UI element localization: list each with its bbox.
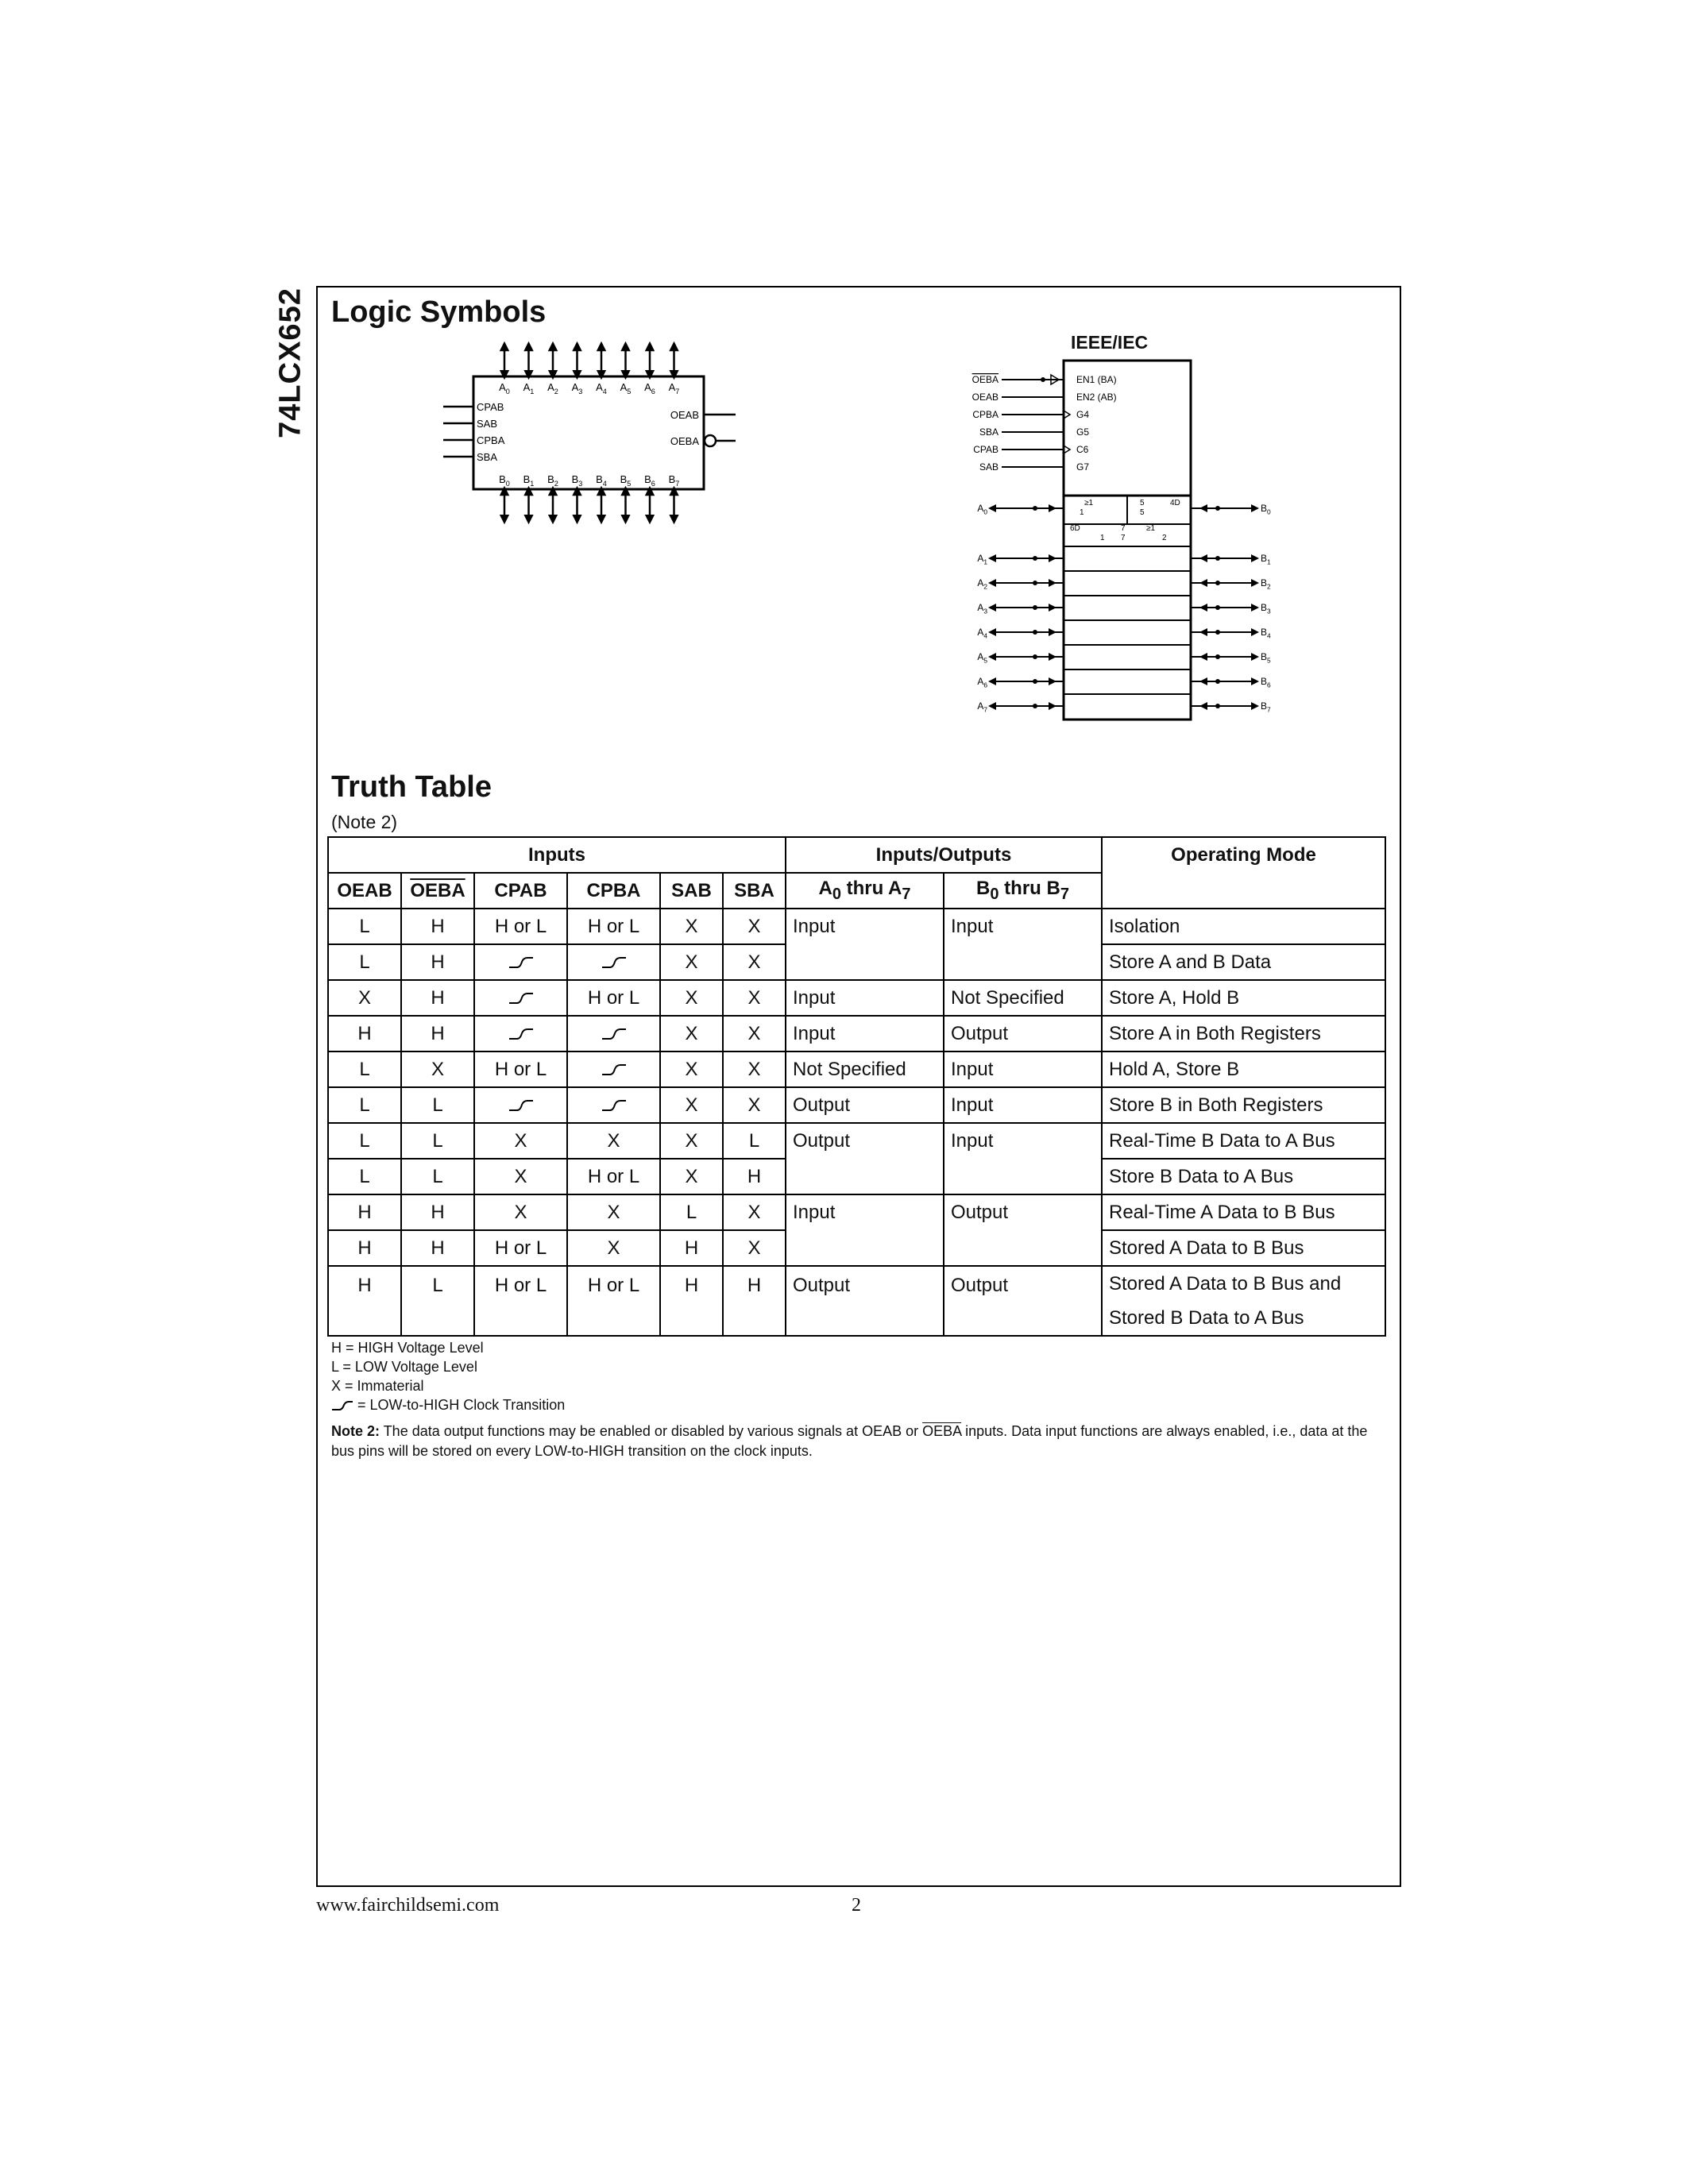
table-cell: Not Specified [786, 1051, 944, 1087]
clock-edge-icon [508, 992, 534, 1005]
clock-edge-icon [508, 956, 534, 969]
page-number: 2 [852, 1895, 861, 1916]
table-cell: X [660, 1051, 723, 1087]
clock-edge-icon [508, 1028, 534, 1040]
table-cell [786, 1159, 944, 1194]
table-cell: H [660, 1266, 723, 1336]
ieee-control-function-label: G7 [1076, 461, 1090, 473]
table-cell: H or L [567, 980, 660, 1016]
clock-edge-icon [508, 1099, 534, 1112]
col-a-bus: $A_0$ thru $A_7$ [786, 873, 944, 909]
ieee-b-pin-label: $B_0$ [1261, 503, 1271, 516]
junction-dot [1215, 630, 1220, 635]
table-row [328, 1159, 1385, 1194]
table-cell: L [328, 1087, 401, 1123]
junction-dot [1215, 581, 1220, 585]
clock-edge-icon [601, 1099, 627, 1112]
ieee-b-pin-label: $B_1$ [1261, 553, 1271, 566]
clock-edge-icon [601, 956, 627, 969]
table-cell: Output [786, 1123, 944, 1159]
ieee-control-function-label: G4 [1076, 409, 1090, 420]
table-cell: X [567, 1194, 660, 1230]
table-cell: Output [786, 1266, 944, 1336]
ieee-a-pin-label: $A_3$ [977, 602, 987, 615]
table-cell: H [660, 1230, 723, 1266]
junction-dot [1033, 506, 1037, 511]
table-cell: Input [786, 980, 944, 1016]
ieee-cell-label: ≥1 [1146, 524, 1156, 533]
table-row [328, 1230, 1385, 1266]
table-cell: L [401, 1266, 474, 1336]
junction-dot [1033, 654, 1037, 659]
table-cell: X [723, 1230, 786, 1266]
left-pin-label: CPBA [477, 434, 505, 446]
table-cell [474, 1087, 567, 1123]
legend-item: X = Immaterial [331, 1378, 424, 1394]
table-cell: X [723, 1087, 786, 1123]
table-cell: H [328, 1194, 401, 1230]
table-cell: X [567, 1230, 660, 1266]
ieee-control-function-label: C6 [1076, 444, 1089, 455]
table-cell: Not Specified [944, 980, 1102, 1016]
ieee-cell-label: 7 [1121, 534, 1126, 542]
top-pin-label: $A_3$ [571, 381, 583, 396]
ieee-cell-label: 6D [1070, 524, 1080, 533]
table-cell: L [723, 1123, 786, 1159]
table-cell: Input [786, 1194, 944, 1230]
table-cell: L [401, 1159, 474, 1194]
table-cell: Input [944, 1051, 1102, 1087]
table-cell: L [328, 1159, 401, 1194]
table-cell: L [401, 1123, 474, 1159]
table-row [328, 1266, 1385, 1336]
junction-dot [1215, 704, 1220, 708]
col-cpab: CPAB [474, 873, 567, 909]
table-row [328, 1087, 1385, 1123]
junction-dot [1041, 377, 1045, 382]
table-cell: X [660, 980, 723, 1016]
ieee-control-input-label: OEBA [971, 374, 999, 385]
table-cell: X [723, 944, 786, 980]
table-cell [786, 944, 944, 980]
left-pin-label: SBA [477, 451, 498, 463]
table-cell: H or L [474, 909, 567, 944]
ieee-cell-label: 5 [1140, 508, 1145, 517]
table-cell [567, 1016, 660, 1051]
side-part-number [267, 287, 315, 438]
ieee-cell-label: 7 [1121, 524, 1126, 533]
legend-item: L = LOW Voltage Level [331, 1359, 477, 1375]
col-oeba: OEBA [401, 873, 474, 909]
table-cell: Input [786, 909, 944, 944]
junction-dot [1215, 605, 1220, 610]
bottom-pin-label: $B_1$ [523, 473, 535, 488]
right-pin-label: OEBA [670, 435, 699, 447]
ieee-a-pin-label: $A_4$ [977, 627, 987, 640]
table-cell: X [660, 909, 723, 944]
ieee-title: IEEE/IEC [1071, 332, 1149, 353]
table-cell: L [328, 909, 401, 944]
table-cell: X [328, 980, 401, 1016]
junction-dot [1033, 679, 1037, 684]
inversion-bubble-icon [705, 435, 716, 446]
col-sba: SBA [723, 873, 786, 909]
note-2 [331, 1422, 1380, 1461]
table-cell: L [328, 944, 401, 980]
table-cell: Input [944, 1087, 1102, 1123]
table-cell: L [328, 1123, 401, 1159]
truth-table-heading: Truth Table [331, 770, 492, 804]
table-cell: Output [944, 1266, 1102, 1336]
junction-dot [1215, 679, 1220, 684]
table-cell: X [401, 1051, 474, 1087]
table-cell [474, 980, 567, 1016]
ieee-control-input-label: SBA [979, 426, 999, 438]
table-row [328, 944, 1385, 980]
table-cell: Store A, Hold B [1102, 980, 1385, 1016]
table-cell: Store A and B Data [1102, 944, 1385, 980]
ieee-b-pin-label: $B_2$ [1261, 577, 1271, 591]
ieee-b-pin-label: $B_4$ [1261, 627, 1271, 640]
table-cell: H [723, 1159, 786, 1194]
header-operating-mode: Operating Mode [1102, 837, 1385, 909]
table-cell: Hold A, Store B [1102, 1051, 1385, 1087]
top-pin-label: $A_7$ [668, 381, 680, 396]
table-cell: X [723, 1194, 786, 1230]
ieee-cell-label: 1 [1080, 508, 1084, 517]
table-cell: X [723, 909, 786, 944]
ieee-cell-label: 5 [1140, 499, 1145, 507]
table-cell: Output [786, 1087, 944, 1123]
legend [331, 1338, 565, 1414]
col-sab: SAB [660, 873, 723, 909]
table-row [328, 980, 1385, 1016]
top-pin-label: $A_5$ [620, 381, 632, 396]
ieee-control-input-label: SAB [979, 461, 999, 473]
table-cell: Stored A Data to B Bus [1102, 1230, 1385, 1266]
table-cell [567, 1051, 660, 1087]
note-2-overline-term: OEBA [922, 1423, 962, 1439]
note-2-text-a: The data output functions may be enabled or disabled by various signals at OEAB or [380, 1423, 923, 1439]
clock-edge-icon [601, 1063, 627, 1076]
table-cell: H [401, 1194, 474, 1230]
table-cell: H or L [567, 1266, 660, 1336]
table-cell: X [474, 1194, 567, 1230]
ieee-a-pin-label: $A_2$ [977, 577, 987, 591]
bottom-pin-label: $B_4$ [596, 473, 607, 488]
table-cell: X [567, 1123, 660, 1159]
ieee-cell-label: 2 [1162, 534, 1167, 542]
table-cell [1102, 1266, 1385, 1336]
table-cell [786, 1230, 944, 1266]
table-cell: Input [786, 1016, 944, 1051]
table-cell: H [401, 944, 474, 980]
ieee-b-pin-label: $B_3$ [1261, 602, 1271, 615]
table-row [328, 1016, 1385, 1051]
table-cell: Isolation [1102, 909, 1385, 944]
junction-dot [1033, 581, 1037, 585]
ieee-cell-label: 4D [1170, 499, 1180, 507]
junction-dot [1033, 704, 1037, 708]
table-cell: X [723, 980, 786, 1016]
right-pin-label: OEAB [670, 409, 699, 421]
junction-dot [1215, 654, 1220, 659]
logic-symbols-heading: Logic Symbols [331, 295, 547, 329]
table-cell: H or L [567, 909, 660, 944]
clock-edge-icon [601, 1028, 627, 1040]
ieee-cell-label: 1 [1100, 534, 1105, 542]
table-cell [567, 944, 660, 980]
col-cpba: CPBA [567, 873, 660, 909]
table-cell [944, 944, 1102, 980]
bottom-pin-label: $B_7$ [668, 473, 680, 488]
ieee-control-input-label: OEAB [971, 392, 999, 403]
table-cell: X [660, 944, 723, 980]
table-row [328, 1051, 1385, 1087]
table-cell [944, 1230, 1102, 1266]
operating-mode-line: Stored B Data to A Bus [1109, 1307, 1304, 1329]
truth-table [327, 836, 1386, 1337]
table-cell: H [328, 1016, 401, 1051]
legend-item: H = HIGH Voltage Level [331, 1340, 484, 1356]
bottom-pin-label: $B_2$ [547, 473, 558, 488]
table-cell: Real-Time A Data to B Bus [1102, 1194, 1385, 1230]
table-row [328, 1194, 1385, 1230]
ieee-control-input-label: CPBA [972, 409, 999, 420]
ieee-control-function-label: EN2 (AB) [1076, 392, 1117, 403]
table-cell: H [328, 1230, 401, 1266]
table-row [328, 1123, 1385, 1159]
ieee-control-function-label: EN1 (BA) [1076, 374, 1117, 385]
ieee-a-pin-label: $A_7$ [977, 700, 987, 714]
table-cell: Output [944, 1194, 1102, 1230]
side-part-number-text: 74LCX652 [273, 287, 307, 438]
table-row [328, 909, 1385, 944]
top-pin-label: $A_6$ [644, 381, 655, 396]
table-cell: X [723, 1016, 786, 1051]
ieee-b-pin-label: $B_6$ [1261, 676, 1271, 689]
table-cell: H [328, 1266, 401, 1336]
table-cell: L [328, 1051, 401, 1087]
clock-edge-icon [331, 1400, 353, 1411]
header-inputs: Inputs [328, 837, 786, 873]
table-cell: Output [944, 1016, 1102, 1051]
table-cell: X [660, 1087, 723, 1123]
ieee-control-input-label: CPAB [973, 444, 999, 455]
table-cell: X [474, 1123, 567, 1159]
table-cell [567, 1087, 660, 1123]
table-cell: H [401, 980, 474, 1016]
table-cell: H [401, 1230, 474, 1266]
junction-dot [1033, 630, 1037, 635]
table-cell: H or L [567, 1159, 660, 1194]
table-cell [474, 944, 567, 980]
logic-symbol-diagram [429, 341, 747, 536]
table-cell: Store B Data to A Bus [1102, 1159, 1385, 1194]
note-2-label: Note 2: [331, 1423, 380, 1439]
table-cell: Store A in Both Registers [1102, 1016, 1385, 1051]
col-b-bus: $B_0$ thru $B_7$ [944, 873, 1102, 909]
bottom-pin-label: $B_3$ [571, 473, 583, 488]
footer-url[interactable]: www.fairchildsemi.com [316, 1895, 500, 1916]
junction-dot [1033, 605, 1037, 610]
table-cell [474, 1016, 567, 1051]
table-cell: H [401, 1016, 474, 1051]
table-cell: H [401, 909, 474, 944]
top-pin-label: $A_1$ [523, 381, 535, 396]
bottom-pin-label: $B_6$ [644, 473, 655, 488]
top-pin-label: $A_2$ [547, 381, 558, 396]
ieee-b-pin-label: $B_5$ [1261, 651, 1271, 665]
table-cell: H or L [474, 1230, 567, 1266]
junction-dot [1033, 556, 1037, 561]
table-cell: X [660, 1016, 723, 1051]
table-cell: X [474, 1159, 567, 1194]
left-pin-label: SAB [477, 418, 498, 430]
left-pin-label: CPAB [477, 401, 504, 413]
table-cell: X [660, 1123, 723, 1159]
header-inputs-outputs: Inputs/Outputs [786, 837, 1102, 873]
table-cell: L [401, 1087, 474, 1123]
col-oeab: OEAB [328, 873, 401, 909]
table-cell: H or L [474, 1051, 567, 1087]
table-cell: X [723, 1051, 786, 1087]
table-cell: H or L [474, 1266, 567, 1336]
ieee-symbol-diagram [965, 357, 1279, 731]
junction-dot [1215, 556, 1220, 561]
bottom-pin-label: $B_0$ [499, 473, 510, 488]
table-cell [944, 1159, 1102, 1194]
table-cell: L [660, 1194, 723, 1230]
truth-table-note-ref: (Note 2) [331, 812, 398, 832]
ieee-cell-label: ≥1 [1084, 499, 1094, 507]
table-cell: H [723, 1266, 786, 1336]
top-pin-label: $A_0$ [499, 381, 510, 396]
top-pin-label: $A_4$ [596, 381, 607, 396]
table-cell: Input [944, 909, 1102, 944]
ieee-control-function-label: G5 [1076, 426, 1090, 438]
ieee-a-pin-label: $A_5$ [977, 651, 987, 665]
ieee-a-pin-label: $A_1$ [977, 553, 987, 566]
legend-item: = LOW-to-HIGH Clock Transition [331, 1395, 565, 1414]
table-cell: X [660, 1159, 723, 1194]
note-2-text-b: inputs. Data input functions are always enabled, i.e., data at the bus pins will be stored on every LOW-to-HIGH transition on the clock inputs. [331, 1423, 1368, 1459]
bottom-pin-label: $B_5$ [620, 473, 632, 488]
ieee-a-pin-label: $A_6$ [977, 676, 987, 689]
operating-mode-line: Stored A Data to B Bus and [1109, 1273, 1342, 1295]
table-cell: Input [944, 1123, 1102, 1159]
table-cell: Store B in Both Registers [1102, 1087, 1385, 1123]
ieee-b-pin-label: $B_7$ [1261, 700, 1271, 714]
table-cell: Real-Time B Data to A Bus [1102, 1123, 1385, 1159]
junction-dot [1215, 506, 1220, 511]
ieee-a-pin-label: $A_0$ [977, 503, 987, 516]
